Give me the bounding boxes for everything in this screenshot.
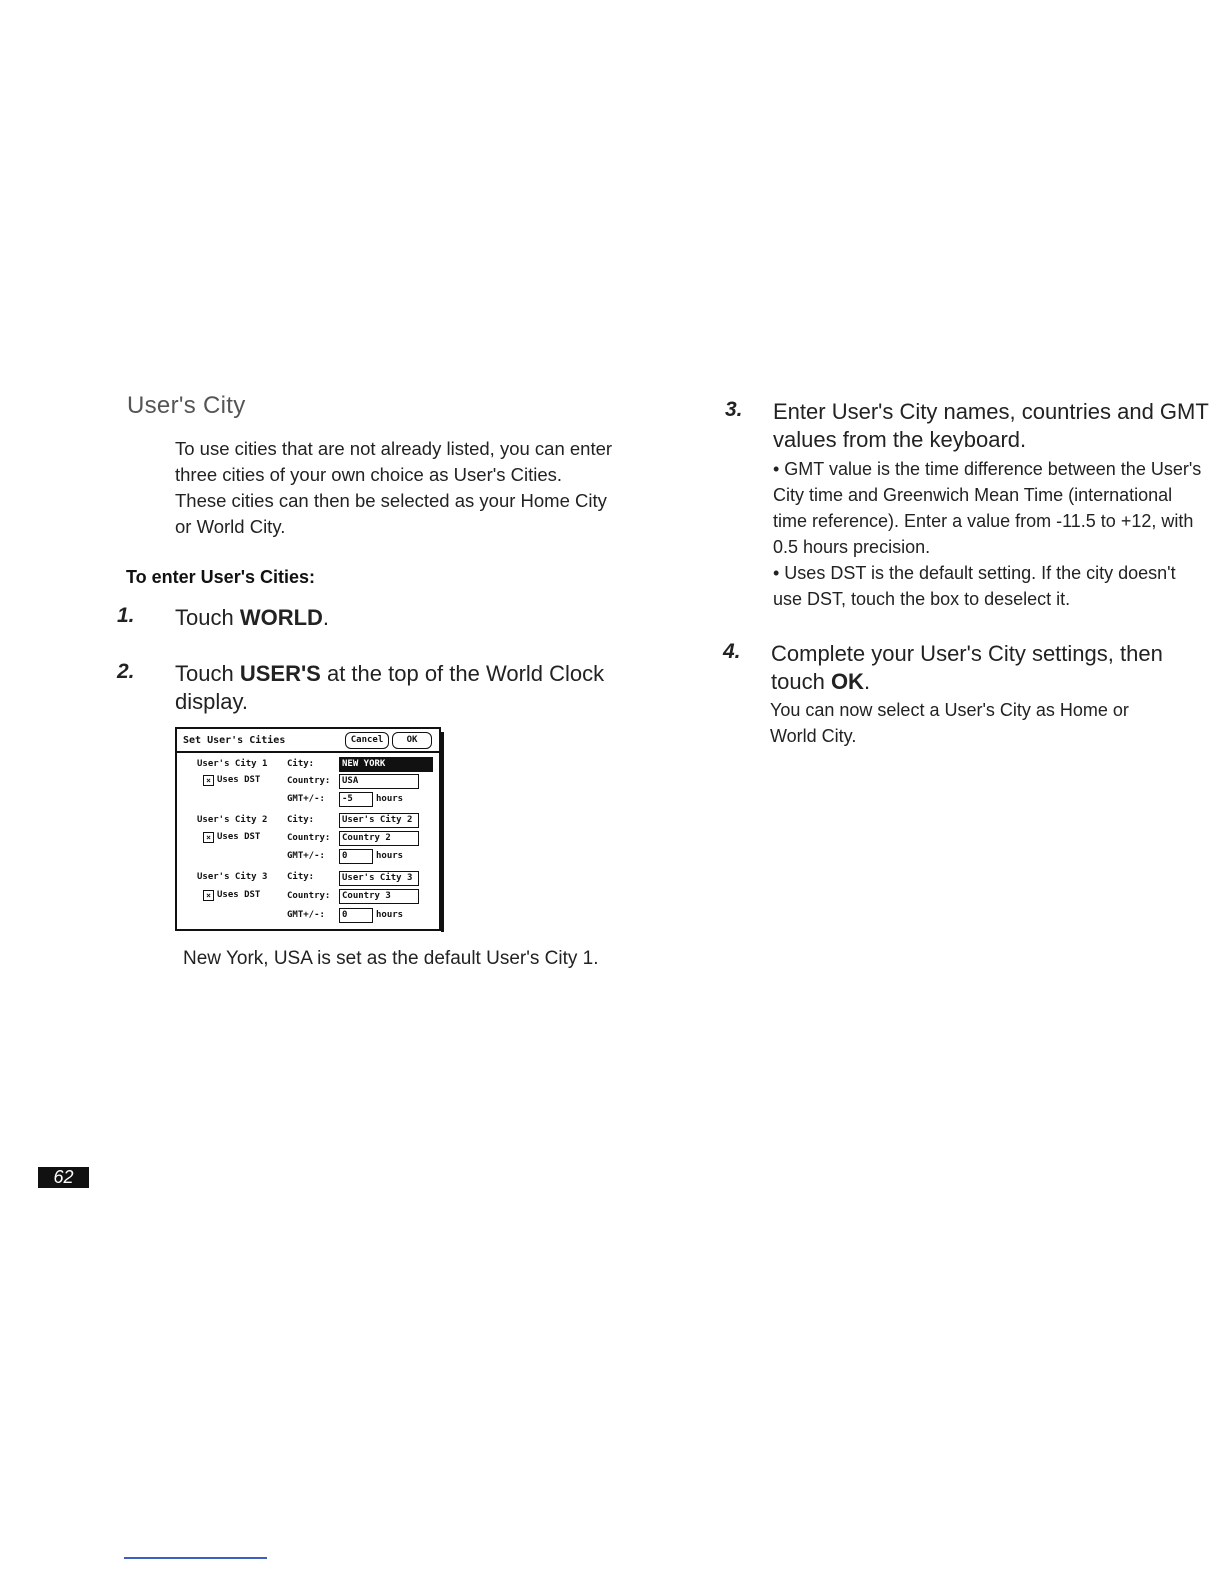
checkbox-checked-icon: × [203, 832, 214, 843]
city-2-country-field[interactable]: Country 2 [339, 831, 419, 846]
step-2-text [175, 660, 615, 716]
uses-dst-label: Uses DST [217, 775, 261, 785]
gmt-label: GMT+/-: [287, 794, 325, 804]
set-users-cities-dialog [175, 727, 441, 931]
step-1 [117, 604, 135, 628]
dialog-shadow [441, 732, 444, 932]
city-1-gmt-field[interactable]: -5 [339, 792, 373, 807]
step-4-note: You can now select a User's City as Home or World City. [770, 700, 1129, 746]
checkbox-checked-icon: × [203, 890, 214, 901]
step-2 [117, 660, 135, 684]
gmt-label: GMT+/-: [287, 851, 325, 861]
step-text-pre: Touch [175, 605, 240, 630]
step-text-pre: Complete your User's City settings, then touch [771, 641, 1163, 694]
step-number: 4. [723, 640, 741, 663]
intro-paragraph: To use cities that are not already listed, you can enter three cities of your own choice as User's Cities. These cities can then be selected as your Home City or World City. [175, 438, 613, 537]
procedure-heading: To enter User's Cities: [126, 567, 315, 587]
country-label: Country: [287, 833, 331, 843]
city-1-name: User's City 1 [197, 759, 268, 769]
step-number: 1. [117, 604, 135, 627]
step-3 [725, 398, 743, 422]
dialog-divider [177, 751, 439, 753]
step-text-post: . [322, 605, 330, 630]
city-1-dst[interactable] [203, 775, 260, 786]
step-text-post: at the top of the World Clock display. [175, 661, 605, 714]
city-label: City: [287, 872, 315, 882]
uses-dst-label: Uses DST [217, 890, 261, 900]
footer-rule [124, 1557, 267, 1559]
city-label: City: [287, 759, 315, 769]
page-number: 62 [38, 1167, 89, 1188]
step-number: 2. [117, 660, 135, 683]
step-3-bullet-gmt: • GMT value is the time difference between the User's City time and Greenwich Mean Time (international time reference). Enter a value from -11.5 to +12, with 0.5 hours precision. [773, 459, 1202, 557]
city-label: City: [287, 815, 315, 825]
city-1-country-field[interactable]: USA [339, 774, 419, 789]
city-3-country-field[interactable]: Country 3 [339, 889, 419, 904]
step-3-bullet-dst: • Uses DST is the default setting. If the city doesn't use DST, touch the box to deselect it. [773, 563, 1176, 609]
step-4-text [771, 640, 1191, 696]
step-keyword: USER'S [239, 661, 321, 686]
hours-label: hours [376, 910, 404, 920]
city-2-gmt-field[interactable]: 0 [339, 849, 373, 864]
step-3-text: Enter User's City names, countries and GMT values from the keyboard. [773, 399, 1209, 452]
step-1-text [175, 604, 329, 632]
country-label: Country: [287, 776, 331, 786]
city-2-dst[interactable] [203, 832, 260, 843]
city-2-name: User's City 2 [197, 815, 268, 825]
dialog-title: Set User's Cities [183, 735, 286, 746]
ok-button[interactable]: OK [392, 732, 432, 749]
checkbox-checked-icon: × [203, 775, 214, 786]
cancel-button[interactable]: Cancel [345, 732, 389, 749]
step-number: 3. [725, 398, 743, 421]
city-1-name-field[interactable]: NEW YORK [339, 757, 433, 772]
step-text-post: . [863, 669, 871, 694]
country-label: Country: [287, 891, 331, 901]
step-keyword: OK [830, 669, 864, 694]
hours-label: hours [376, 794, 404, 804]
city-3-name-field[interactable]: User's City 3 [339, 871, 419, 886]
gmt-label: GMT+/-: [287, 910, 325, 920]
step-text-pre: Touch [175, 661, 240, 686]
step-4 [723, 640, 741, 664]
city-2-name-field[interactable]: User's City 2 [339, 813, 419, 828]
uses-dst-label: Uses DST [217, 832, 261, 842]
city-3-name: User's City 3 [197, 872, 268, 882]
city-3-dst[interactable] [203, 890, 260, 901]
section-title: User's City [127, 392, 246, 419]
city-3-gmt-field[interactable]: 0 [339, 908, 373, 923]
hours-label: hours [376, 851, 404, 861]
step-keyword: WORLD [239, 605, 323, 630]
figure-caption: New York, USA is set as the default User's City 1. [183, 948, 599, 969]
